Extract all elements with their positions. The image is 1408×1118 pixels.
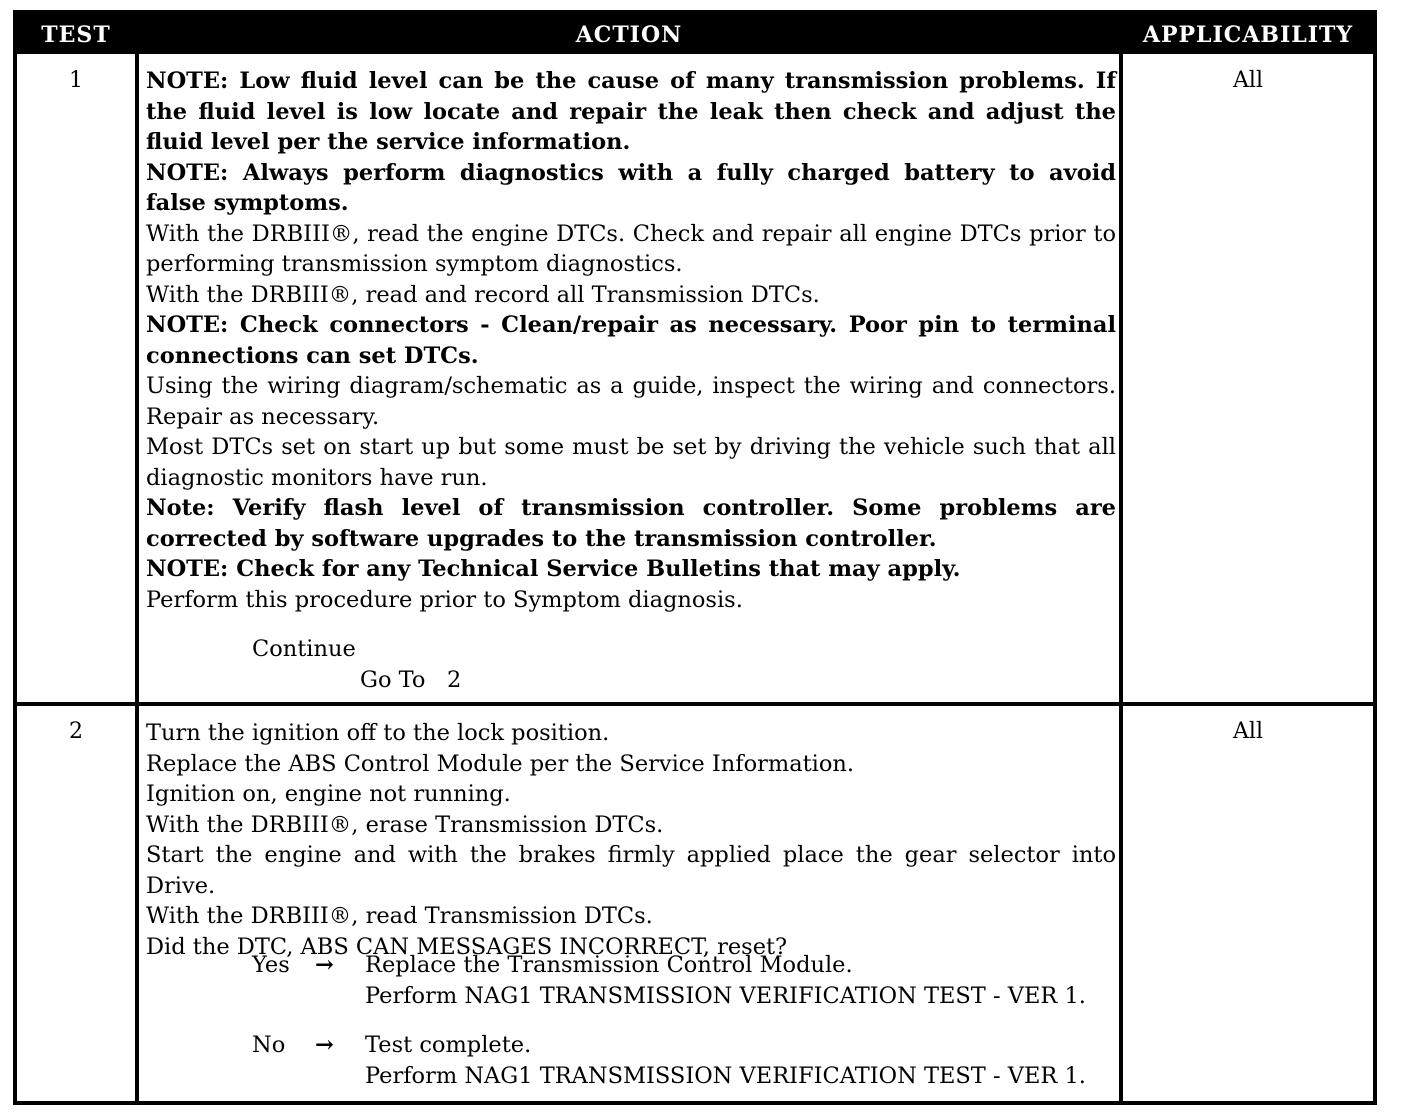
step-erase-dtcs: With the DRBIII®, erase Transmission DTCs. <box>146 811 664 838</box>
goto-target: 2 <box>446 667 462 693</box>
row-1-test-number: 1 <box>69 68 83 93</box>
row-1-applicability: All <box>1233 68 1263 93</box>
step-read-dtcs: With the DRBIII®, read Transmission DTCs. <box>146 903 653 929</box>
note-tsb: NOTE: Check for any Technical Service Bulletins that may apply. <box>146 556 961 582</box>
yes-arrow-icon: → <box>315 952 334 978</box>
header-test: TEST <box>41 22 111 48</box>
step-engine-dtcs: With the DRBIII®, read the engine DTCs. Check and repair all engine DTCs prior to performing transmission symptom diagnostics. <box>146 220 1116 277</box>
row-2-applicability: All <box>1233 719 1263 744</box>
no-result-line-1: Test complete. <box>365 1032 532 1058</box>
note-battery: NOTE: Always perform diagnostics with a fully charged battery to avoid false symptoms. <box>146 159 1116 216</box>
row-1-action <box>146 66 1116 615</box>
header-action: ACTION <box>575 22 683 48</box>
step-record-dtcs: With the DRBIII®, read and record all Transmission DTCs. <box>146 281 820 308</box>
step-replace-abs: Replace the ABS Control Module per the Service Information. <box>146 750 855 777</box>
question-dtc-reset: Did the DTC, ABS CAN MESSAGES INCORRECT, reset? <box>146 933 788 960</box>
column-divider <box>1119 54 1123 1101</box>
step-dtc-monitors: Most DTCs set on start up but some must be set by driving the vehicle such that all diagnostic monitors have run. <box>146 434 1116 491</box>
step-perform-procedure: Perform this procedure prior to Symptom diagnosis. <box>146 586 743 613</box>
diagnostic-table <box>13 10 1377 1105</box>
continue-label: Continue <box>252 636 356 662</box>
step-start-engine: Start the engine and with the brakes firmly applied place the gear selector into Drive. <box>146 842 1116 899</box>
no-arrow-icon: → <box>315 1032 334 1058</box>
row-divider <box>17 702 1373 706</box>
yes-label[interactable]: Yes <box>252 952 290 978</box>
note-flash-level: Note: Verify flash level of transmission controller. Some problems are corrected by software upgrades to the transmission controller. <box>146 495 1116 552</box>
step-inspect-wiring: Using the wiring diagram/schematic as a guide, inspect the wiring and connectors. Repair as necessary. <box>146 373 1116 430</box>
column-divider <box>135 54 139 1101</box>
no-label[interactable]: No <box>252 1032 286 1058</box>
yes-result-line-1: Replace the Transmission Control Module. <box>365 952 853 978</box>
goto-label: Go To <box>360 667 426 693</box>
header-applicability: APPLICABILITY <box>1142 22 1354 48</box>
table-header <box>17 14 1373 54</box>
note-fluid-level: NOTE: Low fluid level can be the cause of many transmission problems. If the fluid level is low locate and repair the leak then check and adjust the fluid level per the service information. <box>146 68 1116 155</box>
step-ignition-on: Ignition on, engine not running. <box>146 781 511 807</box>
step-ignition-off: Turn the ignition off to the lock position. <box>146 720 610 746</box>
row-2-action <box>146 718 1116 962</box>
note-connectors: NOTE: Check connectors - Clean/repair as necessary. Poor pin to terminal connections can set DTCs. <box>146 312 1116 369</box>
no-result-line-2: Perform NAG1 TRANSMISSION VERIFICATION TEST - VER 1. <box>365 1063 1086 1089</box>
yes-result-line-2: Perform NAG1 TRANSMISSION VERIFICATION TEST - VER 1. <box>365 983 1086 1009</box>
goto-link[interactable] <box>360 665 461 695</box>
row-2-test-number: 2 <box>69 719 83 744</box>
